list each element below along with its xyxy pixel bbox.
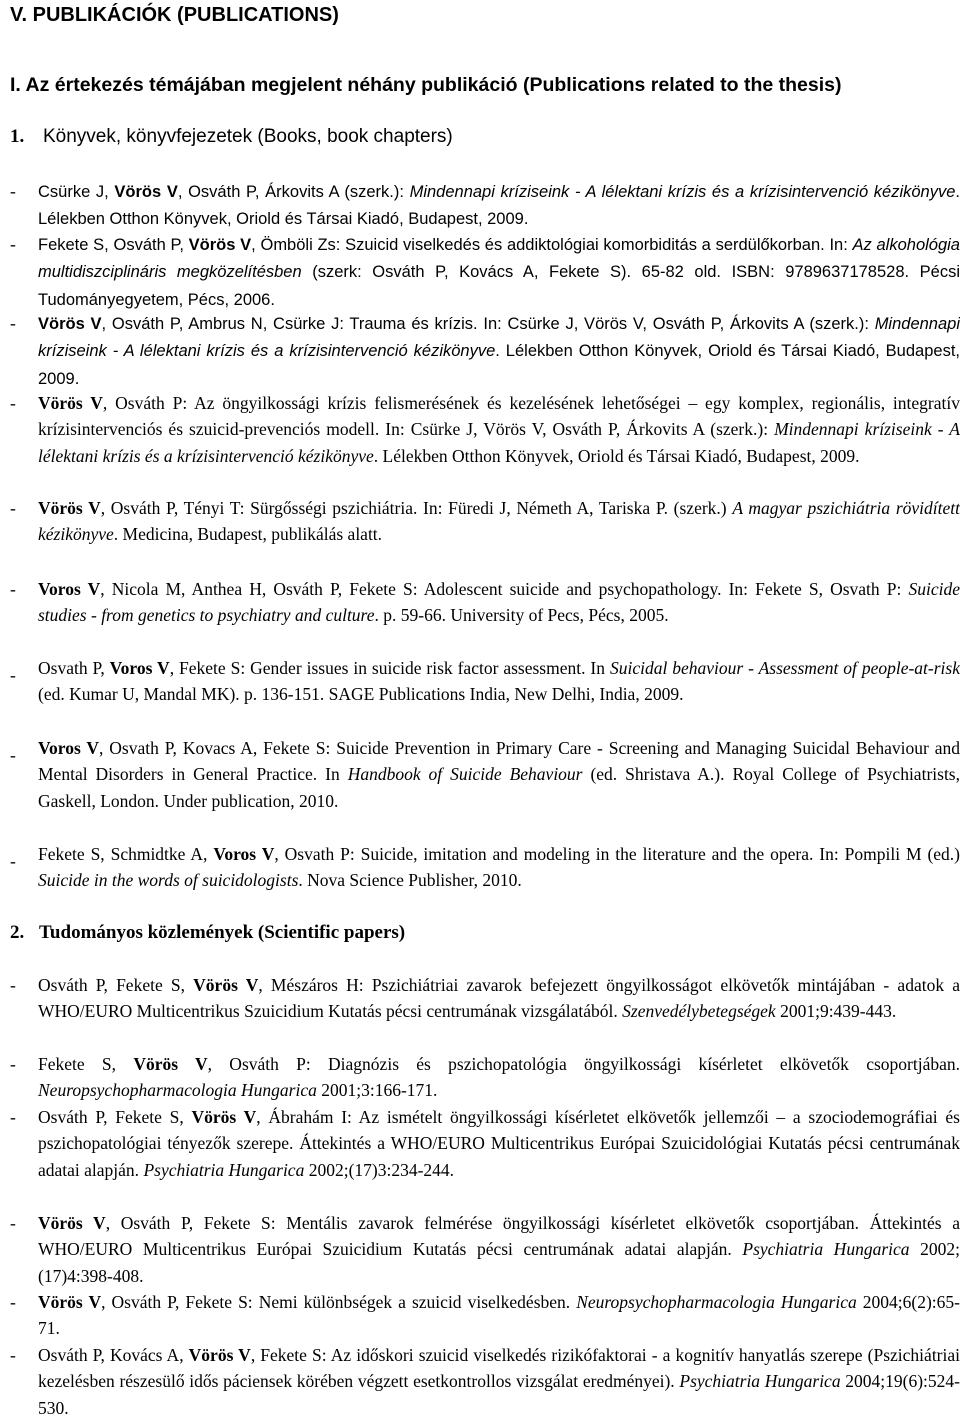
entry-source: 2002;(17)4:398-408.	[38, 1239, 960, 1286]
section-heading-i: I. Az értekezés témájában megjelent néhány publikáció (Publications related to the thesis)	[10, 74, 842, 96]
entry-highlight-author: Vörös V	[114, 183, 178, 201]
entry-highlight-author: Vörös V	[133, 1054, 208, 1074]
paper-entry	[10, 1051, 960, 1104]
entry-authors: Fekete S, Schmidtke A,	[38, 844, 214, 864]
entry-source: (ed. Shristava A.). Royal College of Psychiatrists, Gaskell, London. Under publication, 2010.	[38, 764, 960, 811]
paper-entry	[10, 1210, 960, 1289]
entry-source: (ed. Kumar U, Mandal MK). p. 136-151. SAGE Publications India, New Delhi, India, 2009.	[38, 684, 684, 705]
list-dash: -	[10, 665, 16, 685]
subsection-label: Tudományos közlemények (Scientific papers)	[39, 922, 406, 943]
entry-title: Mindennapi kríziseink - A lélektani krízis és a krízisintervenció kézikönyve	[409, 183, 956, 201]
entry-source: 2004;19(6):524-530.	[38, 1371, 960, 1418]
entry-journal: Neuropsychopharmacologia Hungarica	[576, 1292, 857, 1312]
subsection-heading-papers	[10, 920, 405, 946]
entry-highlight-author: Vörös V	[188, 1345, 251, 1365]
list-dash: -	[10, 745, 16, 765]
entry-authors: Csürke J,	[38, 183, 115, 201]
page-title: V. PUBLIKÁCIÓK (PUBLICATIONS)	[10, 4, 339, 26]
entry-authors: Osváth P, Kovács A,	[38, 1345, 189, 1365]
list-dash: -	[10, 851, 16, 871]
list-dash: -	[10, 1054, 16, 1074]
entry-authors: Osváth P, Fekete S,	[38, 1107, 192, 1127]
entry-title: Mindennapi kríziseink - A lélektani krízis és a krízisintervenció kézikönyve	[38, 315, 960, 361]
entry-highlight-author: Vörös V	[38, 498, 101, 518]
entry-text: , Osváth P, Fekete S: Nemi különbségek a szuicid viselkedésben.	[101, 1292, 577, 1312]
entry-title: Mindennapi kríziseink - A lélektani krízis és a krízisintervenció kézikönyve	[38, 419, 960, 466]
entry-source: . Nova Science Publisher, 2010.	[298, 870, 522, 891]
entry-highlight-author: Voros V	[213, 844, 275, 864]
entry-source: 2004;6(2):65-71.	[38, 1292, 960, 1339]
entry-authors: Fekete S, Osváth P,	[38, 236, 189, 254]
entry-journal: Psychiatria Hungarica	[742, 1239, 910, 1260]
entry-highlight-author: Voros V	[109, 658, 170, 678]
list-dash: -	[10, 181, 16, 201]
entry-text: , Osváth P, Tényi T: Sürgősségi pszichiátria. In: Füredi J, Németh A, Tariska P. (szerk.)	[100, 498, 733, 518]
entry-text: , Nicola M, Anthea H, Osváth P, Fekete S: Adolescent suicide and psychopathology. In: Fekete S, Osvath P:	[100, 579, 909, 599]
subsection-number: 2.	[10, 922, 25, 943]
book-entry	[10, 390, 960, 469]
entry-highlight-author: Vörös V	[38, 1292, 102, 1312]
entry-title: Suicide in the words of suicidologists	[38, 870, 299, 891]
entry-text: , Ömböli Zs: Szuicid viselkedés és addiktológiai komorbiditás a serdülőkorban. In:	[251, 236, 853, 254]
paper-entry	[10, 1342, 960, 1421]
entry-journal: Szenvedélybetegségek	[622, 1001, 776, 1022]
book-entry	[10, 576, 960, 629]
book-entry	[10, 655, 960, 708]
list-dash: -	[10, 1292, 16, 1312]
entry-text: , Osvath P: Suicide, imitation and modeling in the literature and the opera. In: Pompili M (ed.)	[274, 844, 960, 864]
paper-entry	[10, 1104, 960, 1183]
entry-highlight-author: Voros V	[38, 579, 101, 599]
entry-highlight-author: Vörös V	[188, 236, 252, 254]
list-dash: -	[10, 1107, 16, 1127]
entry-source: . Lélekben Otthon Könyvek, Oriold és Társai Kiadó, Budapest, 2009.	[38, 342, 960, 388]
entry-text: , Ábrahám I: Az ismételt öngyilkossági kísérletet elkövetők jellemzői – a szociodemográfiai és pszichopatológiai tényezők szerepe. Áttekintés a WHO/EURO Multicentrikus Európai Szuicidológiai Kutatás pécsi centrumának adatai alapján.	[38, 1107, 960, 1180]
list-dash: -	[10, 579, 16, 599]
entry-text: , Osváth P, Árkovits A (szerk.):	[177, 183, 410, 201]
entry-authors: Osvath P,	[38, 658, 110, 678]
entry-title: Suicidal behaviour - Assessment of people-at-risk	[609, 658, 960, 678]
entry-journal: Neuropsychopharmacologia Hungarica	[38, 1080, 317, 1101]
entry-source: . p. 59-66. University of Pecs, Pécs, 2005.	[374, 605, 669, 626]
book-entry	[10, 841, 960, 894]
entry-source: 2001;9:439-443.	[775, 1001, 897, 1022]
entry-text: , Fekete S: Az időskori szuicid viselkedés rizikófaktorai - a kognitív hanyatlás szerepe (Pszichiátriai kezelésben részesülő idős páciensek körében végzett esetkontrollos vizsgálat eredményei).	[38, 1345, 960, 1392]
entry-text: , Osváth P: Az öngyilkossági krízis felismerésének és kezelésének lehetőségei – egy komplex, regionális, integratív krízisintervenciós és szuicid-prevenciós modell. In: Csürke J, Vörös V, Osváth P, Árkovits A (szerk.):	[38, 393, 960, 440]
entry-title: A magyar pszichiátria rövidített kézikönyve	[38, 498, 960, 545]
entry-text: , Fekete S: Gender issues in suicide risk factor assessment. In	[169, 658, 610, 678]
entry-source: 2001;3:166-171.	[316, 1080, 438, 1101]
subsection-number: 1.	[10, 126, 25, 147]
entry-highlight-author: Vörös V	[38, 315, 102, 333]
subsection-label: Könyvek, könyvfejezetek (Books, book chapters)	[43, 126, 453, 147]
entry-source: . Medicina, Budapest, publikálás alatt.	[113, 524, 383, 545]
entry-text: , Osváth P: Diagnózis és pszichopatológia öngyilkossági kísérletet elkövetők csoportjában.	[207, 1054, 960, 1074]
list-dash: -	[10, 393, 16, 413]
entry-journal: Psychiatria Hungarica	[143, 1159, 305, 1180]
list-dash: -	[10, 975, 16, 995]
entry-text: , Osvath P, Kovacs A, Fekete S: Suicide Prevention in Primary Care - Screening and Managing Suicidal Behaviour and Mental Disorders in General Practice. In	[38, 738, 960, 785]
list-dash: -	[10, 313, 16, 333]
entry-highlight-author: Vörös V	[191, 1107, 257, 1127]
entry-source: 2002;(17)3:234-244.	[304, 1159, 455, 1180]
book-entry	[10, 231, 960, 313]
paper-entry	[10, 1289, 960, 1342]
entry-source: . Lélekben Otthon Könyvek, Oriold és Társai Kiadó, Budapest, 2009.	[38, 183, 960, 229]
entry-text: , Osváth P, Ambrus N, Csürke J: Trauma és krízis. In: Csürke J, Vörös V, Osváth P, Árkovits A (szerk.):	[101, 315, 875, 333]
entry-highlight-author: Vörös V	[193, 975, 259, 995]
entry-highlight-author: Vörös V	[38, 393, 103, 413]
book-entry	[10, 495, 960, 548]
entry-title: Suicide studies - from genetics to psychiatry and culture	[38, 579, 960, 626]
list-dash: -	[10, 1345, 16, 1365]
entry-title: Handbook of Suicide Behaviour	[347, 764, 583, 785]
subsection-heading-books	[10, 124, 453, 150]
paper-entry	[10, 972, 960, 1025]
entry-text: , Osváth P, Fekete S: Mentális zavarok felmérése öngyilkossági kísérletet elkövetők csoportjában. Áttekintés a WHO/EURO Multicentrikus Európai Szuicidium Kutatás pécsi centrumának adatai alapján.	[38, 1213, 960, 1260]
entry-source: (szerk: Osváth P, Kovács A, Fekete S). 65-82 old. ISBN: 9789637178528. Pécsi Tudományegyetem, Pécs, 2006.	[38, 263, 960, 309]
entry-authors: Fekete S,	[38, 1054, 134, 1074]
entry-authors: Osváth P, Fekete S,	[38, 975, 194, 995]
entry-text: , Mészáros H: Pszichiátriai zavarok befejezett öngyilkosságot elkövetők mintájában - adatok a WHO/EURO Multicentrikus Szuicidium Kutatás pécsi centrumának vizsgálatából.	[38, 975, 960, 1022]
entry-highlight-author: Vörös V	[38, 1213, 106, 1233]
list-dash: -	[10, 234, 16, 254]
book-entry	[10, 735, 960, 814]
book-entry	[10, 310, 960, 392]
entry-source: . Lélekben Otthon Könyvek, Oriold és Társai Kiadó, Budapest, 2009.	[373, 445, 860, 466]
list-dash: -	[10, 498, 16, 518]
entry-highlight-author: Voros V	[38, 738, 100, 758]
list-dash: -	[10, 1213, 16, 1233]
entry-journal: Psychiatria Hungarica	[679, 1371, 841, 1392]
book-entry	[10, 178, 960, 233]
entry-title: Az alkohológia multidiszciplináris megközelítésben	[38, 236, 960, 282]
